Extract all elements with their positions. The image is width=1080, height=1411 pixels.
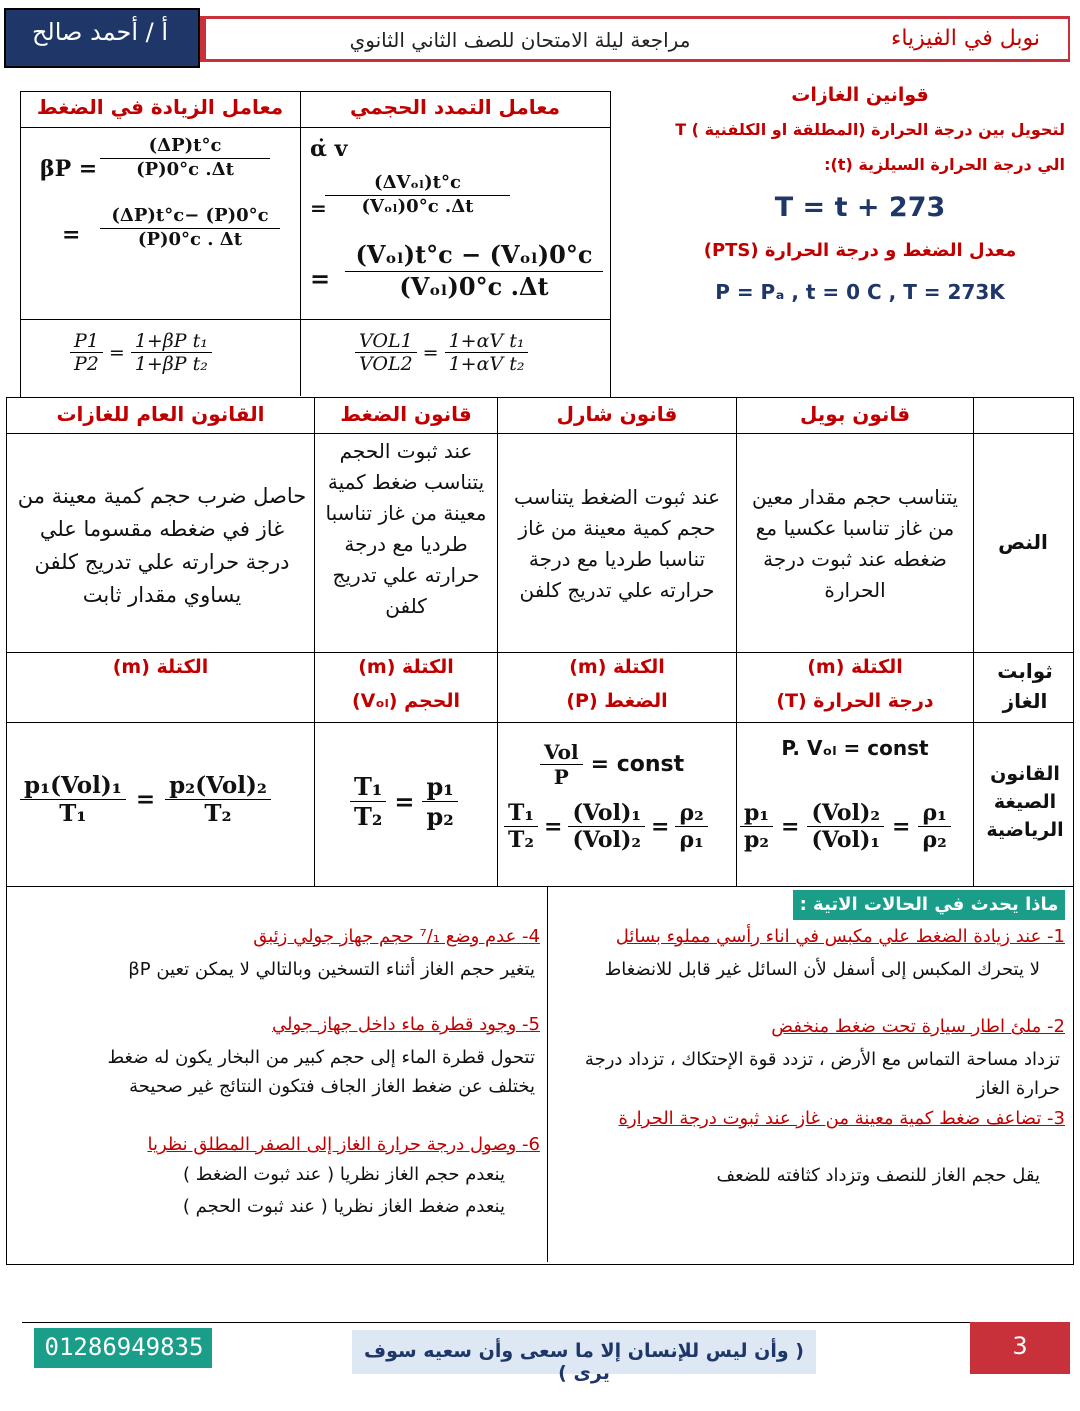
general-b-num: p₂(Vol)₂ (165, 772, 271, 800)
charles-eq1: = (544, 813, 563, 840)
row-label-text: النص (998, 530, 1048, 554)
text-general: حاصل ضرب حجم كمية معينة من غاز في ضغطه مقسوما علي درجة حرارته علي تدريج كلفن يساوي مقدار ثابت (17, 484, 307, 607)
case-q6: 6- وصول درجة حرارة الغاز إلى الصفر المطلق نظريا (147, 1134, 540, 1155)
text-boyle: يتناسب حجم مقدار معين من غاز تناسبا عكسيا مع ضغطه عند ثبوت درجة الحرارة (752, 485, 958, 602)
p-ratio (70, 330, 212, 375)
charles-b-den: (Vol)₂ (572, 827, 641, 853)
kelvin-formula: T = t + 273 (774, 192, 946, 223)
beta-frac (100, 135, 270, 180)
pressure-coef-title: معامل الزيادة في الضغط (36, 95, 284, 119)
charles-formula (504, 800, 708, 853)
const-general-1: الكتلة (m) (112, 656, 209, 678)
conversion-line1: لتحويل بين درجة الحرارة (المطلقة او الكلفنية ) T (675, 120, 1065, 139)
header-title: مراجعة ليلة الامتحان للصف الثاني الثانوي (349, 28, 691, 52)
coef-line1 (20, 127, 610, 128)
v-ratio-l-num: VOL1 (355, 330, 417, 353)
const-pressure-1: الكتلة (m) (358, 656, 454, 678)
p-ratio-eq: = (108, 341, 125, 364)
charles-top-den: P (553, 765, 569, 789)
beta2-frac (100, 205, 280, 250)
boyle-c-num: ρ₁ (918, 800, 950, 827)
row-line-text (6, 652, 1074, 653)
row-line-header (6, 433, 1074, 434)
beta-symbol: βP = (40, 156, 98, 182)
phone-number: 01286949835 (44, 1333, 204, 1361)
charles-c-num: ρ₂ (675, 800, 707, 827)
alpha2-eq: = (310, 264, 331, 293)
v-ratio-eq: = (422, 341, 439, 364)
charles-top-rhs: = const (590, 752, 685, 777)
general-formula (20, 772, 271, 827)
beta2-num: (ΔP)t°c− (P)0°c (100, 205, 280, 229)
charles-top-num: Vol (540, 740, 583, 765)
footer-line (22, 1322, 1070, 1323)
general-a-den: T₁ (59, 800, 87, 827)
charles-c-den: ρ₁ (679, 827, 704, 853)
alpha2-den: (Vₒₗ)0°c .Δt (399, 272, 549, 301)
case-q1: 1- عند زيادة الضغط علي مكبس في اناء رأسي مملوء بسائل (615, 926, 1065, 947)
case-a2: تزداد مساحة التماس مع الأرض ، تزدد قوة الإحتكاك ، تزداد درجة حرارة الغاز (584, 1049, 1060, 1099)
col-line-4 (973, 397, 974, 887)
beta-den: (P)0°c .Δt (136, 159, 234, 180)
coef-line2 (20, 319, 610, 320)
col-line-3 (736, 397, 737, 887)
v-ratio (355, 330, 528, 375)
conversion-line2: الي درجة الحرارة السيلزية (t): (824, 155, 1065, 174)
col-line-2 (497, 397, 498, 887)
header-author: أ / أحمد صالح (31, 18, 169, 46)
case-q4: 4- عدم وضع ⁷/₁ حجم جهاز جولي زئبق (253, 926, 540, 947)
charles-top (540, 740, 684, 789)
row-line-formula (6, 886, 1074, 887)
charles-a-den: T₂ (508, 827, 535, 853)
case-q2: 2- ملئ اطار سيارة تحت ضغط منخفض (771, 1016, 1065, 1037)
general-a-num: p₁(Vol)₁ (20, 772, 126, 800)
text-pressure: عند ثبوت الحجم يتناسب ضغط كمية معينة من غاز تناسبا طرديا مع درجة حرارته علي تدريج كلفن (325, 439, 487, 618)
general-b-den: T₂ (204, 800, 232, 827)
page-number: 3 (1012, 1332, 1028, 1360)
boyle-a-num: p₁ (740, 800, 773, 827)
alpha-num: (ΔVₒₗ)t°c (325, 172, 510, 196)
cases-title: ماذا يحدث في الحالات الاتية : (793, 890, 1065, 920)
pressure-b-num: p₁ (422, 772, 457, 802)
header-pressure: قانون الضغط (340, 402, 472, 426)
case-a6b: ينعدم ضغط الغاز نظريا ( عند ثبوت الحجم ) (182, 1196, 505, 1217)
beta2-den: (P)0°c . Δt (137, 229, 243, 250)
stp-title: معدل الضغط و درجة الحرارة (PTS) (703, 240, 1017, 261)
beta-eq: = (62, 222, 81, 248)
const-pressure-2: الحجم (Vₒₗ) (351, 690, 461, 712)
case-q5: 5- وجود قطرة ماء داخل جهاز جولي (271, 1014, 540, 1035)
pressure-eq: = (394, 787, 415, 816)
boyle-eq2: = (892, 813, 911, 840)
volume-coef-title: معامل التمدد الحجمي (350, 95, 560, 119)
v-ratio-r-num: 1+αV t₁ (445, 330, 529, 353)
general-eq: = (135, 786, 156, 813)
boyle-c-den: ρ₂ (922, 827, 947, 853)
alpha-den: (Vₒₗ)0°c .Δt (361, 196, 474, 217)
row-line-const (6, 722, 1074, 723)
row-label-formula: القانون الصيغة الرياضية (986, 763, 1064, 841)
case-a3: يقل حجم الغاز للنصف وتزداد كثافته للضعف (716, 1165, 1040, 1186)
const-charles-2: الضغط (P) (566, 690, 668, 712)
const-boyle-2: درجة الحرارة (T) (776, 690, 934, 712)
alpha2-frac (345, 240, 603, 301)
pressure-a-den: T₂ (354, 802, 383, 831)
v-ratio-r-den: 1+αV t₂ (448, 353, 525, 375)
case-q3: 3- تضاعف ضغط كمية معينة من غاز عند ثبوت درجة الحرارة (618, 1108, 1065, 1129)
boyle-a-den: p₂ (744, 827, 770, 853)
boyle-top: P. Vₒₗ = const (781, 736, 929, 760)
col-line-1 (314, 397, 315, 887)
const-boyle-1: الكتلة (m) (807, 656, 903, 678)
header-brand: نوبل في الفيزياء (890, 26, 1040, 51)
cases-divider (547, 886, 548, 1262)
row-label-constants: ثوابت الغاز (997, 659, 1053, 713)
alpha2-num: (Vₒₗ)t°c − (Vₒₗ)0°c (345, 240, 603, 272)
coef-divider (300, 91, 301, 396)
case-a1: لا يتحرك المكبس إلى أسفل لأن السائل غير قابل للانضغاط (604, 959, 1040, 980)
boyle-b-num: (Vol)₂ (807, 800, 884, 827)
alpha-symbol: α̇ v (310, 136, 348, 162)
header-general: القانون العام للغازات (56, 402, 265, 426)
beta-num: (ΔP)t°c (100, 135, 270, 159)
boyle-b-den: (Vol)₁ (811, 827, 881, 853)
charles-eq2: = (651, 813, 670, 840)
header-boyle: قانون بويل (799, 402, 911, 426)
boyle-formula (740, 800, 951, 853)
charles-b-num: (Vol)₁ (568, 800, 645, 827)
alpha-frac (325, 172, 510, 217)
p-ratio-r-num: 1+βP t₁ (131, 330, 212, 353)
stp-values: P = Pₐ , t = 0 C , T = 273K (715, 280, 1005, 304)
quote-text: ( وأن ليس للإنسان إلا ما سعى وأن سعيه سوف يرى ) (364, 1340, 804, 1384)
header-charles: قانون شارل (556, 402, 678, 426)
boyle-eq1: = (781, 813, 800, 840)
gas-laws-title: قوانين الغازات (791, 84, 929, 106)
case-a4: يتغير حجم الغاز أثناء التسخين وبالتالي لا يمكن تعين βP (128, 959, 535, 980)
charles-a-num: T₁ (504, 800, 538, 827)
pressure-a-num: T₁ (350, 772, 386, 802)
text-charles: عند ثبوت الضغط يتناسب حجم كمية معينة من غاز تناسبا طرديا مع درجة حرارته علي تدريج كلفن (513, 485, 721, 602)
case-a6a: ينعدم حجم الغاز نظريا ( عند ثبوت الضغط ) (183, 1164, 505, 1185)
p-ratio-r-den: 1+βP t₂ (134, 353, 208, 375)
v-ratio-l-den: VOL2 (359, 353, 413, 375)
const-charles-1: الكتلة (m) (569, 656, 665, 678)
p-ratio-l-num: P1 (70, 330, 103, 353)
pressure-b-den: p₂ (426, 802, 454, 831)
pressure-formula (350, 772, 458, 831)
alpha-eq: = (310, 196, 327, 220)
case-a5: تتحول قطرة الماء إلى حجم كبير من البخار يكون له ضغط يختلف عن ضغط الغاز الجاف فتكون النتائج غير صحيحة (107, 1047, 535, 1097)
p-ratio-l-den: P2 (74, 353, 99, 375)
